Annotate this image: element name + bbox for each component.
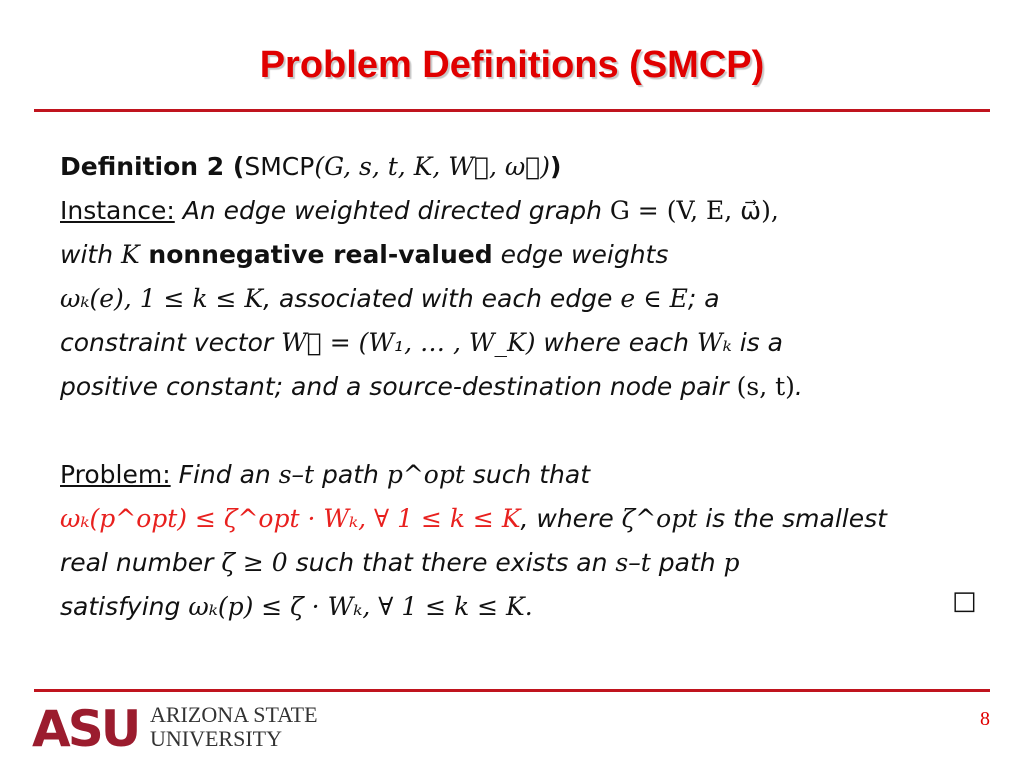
problem-line-4 xyxy=(60,585,990,629)
definition-body xyxy=(60,145,990,629)
math-constraint-vector: W⃗ = (W₁, … , W_K) xyxy=(281,328,536,357)
instance-label: Instance: xyxy=(60,196,175,225)
math-wk: Wₖ xyxy=(696,328,732,357)
asu-logo xyxy=(32,700,342,750)
asu-logo-line1: ARIZONA STATE xyxy=(150,702,318,727)
problem-text: such that xyxy=(464,460,590,489)
problem-line-2 xyxy=(60,497,990,541)
math-edge: e ∈ E xyxy=(620,284,688,313)
definition-heading: Definition 2 ( xyxy=(60,152,245,181)
bottom-divider xyxy=(34,689,990,692)
asu-logo-line2: UNIVERSITY xyxy=(150,726,282,750)
problem-text: Find an xyxy=(170,460,279,489)
instance-line-5 xyxy=(60,365,990,409)
instance-text: An edge weighted directed graph xyxy=(174,196,610,225)
instance-text: . xyxy=(794,372,803,401)
instance-text: with xyxy=(60,240,121,269)
page-number: 8 xyxy=(980,708,990,730)
spacer xyxy=(60,409,990,453)
instance-text: constraint vector xyxy=(60,328,282,357)
math-zeta-opt: ζ^opt xyxy=(621,504,698,533)
math-zeta: ζ ≥ 0 xyxy=(221,548,288,577)
instance-bold-text: nonnegative real-valued xyxy=(139,240,493,269)
slide-title: Problem Definitions (SMCP) xyxy=(259,44,765,86)
instance-line-3 xyxy=(60,277,990,321)
problem-line-1 xyxy=(60,453,990,497)
problem-text: such that there exists an xyxy=(287,548,616,577)
math-p: p xyxy=(723,548,740,577)
instance-text: ; a xyxy=(687,284,720,313)
math-popt: p^opt xyxy=(386,460,465,489)
instance-line-4 xyxy=(60,321,990,365)
problem-text: path xyxy=(314,460,387,489)
smcp-label: SMCP xyxy=(244,152,315,181)
asu-logo-mark: ASU xyxy=(32,700,139,750)
math-k: K xyxy=(121,240,140,269)
math-graph: G = (V, E, ω⃗), xyxy=(609,196,779,225)
problem-text: is the smallest xyxy=(697,504,887,533)
math-node-pair: (s, t) xyxy=(736,372,795,401)
smcp-args: (G, s, t, K, W⃗, ω⃗) xyxy=(314,152,551,181)
instance-text: is a xyxy=(731,328,783,357)
problem-text: satisfying xyxy=(60,592,189,621)
problem-label: Problem: xyxy=(60,460,171,489)
math-st: s–t xyxy=(615,548,651,577)
math-satisfying: ωₖ(p) ≤ ζ · Wₖ, ∀ 1 ≤ k ≤ K. xyxy=(188,592,533,621)
instance-line-2 xyxy=(60,233,990,277)
problem-text: path xyxy=(650,548,724,577)
top-divider xyxy=(34,109,990,112)
problem-text: , where xyxy=(520,504,622,533)
instance-text: edge weights xyxy=(492,240,669,269)
problem-line-3 xyxy=(60,541,990,585)
instance-text: , associated with each edge xyxy=(263,284,621,313)
instance-text: positive constant; and a source-destination node pair xyxy=(60,372,737,401)
math-st: s–t xyxy=(278,460,315,489)
definition-close: ) xyxy=(550,152,562,181)
math-weights: ωₖ(e), 1 ≤ k ≤ K xyxy=(60,284,264,313)
definition-heading-line xyxy=(60,145,990,189)
qed-box-icon: □ xyxy=(952,586,977,616)
highlighted-condition: ωₖ(p^opt) ≤ ζ^opt · Wₖ, ∀ 1 ≤ k ≤ K xyxy=(60,504,521,533)
problem-text: real number xyxy=(60,548,222,577)
instance-line-1 xyxy=(60,189,990,233)
instance-text: where each xyxy=(535,328,697,357)
